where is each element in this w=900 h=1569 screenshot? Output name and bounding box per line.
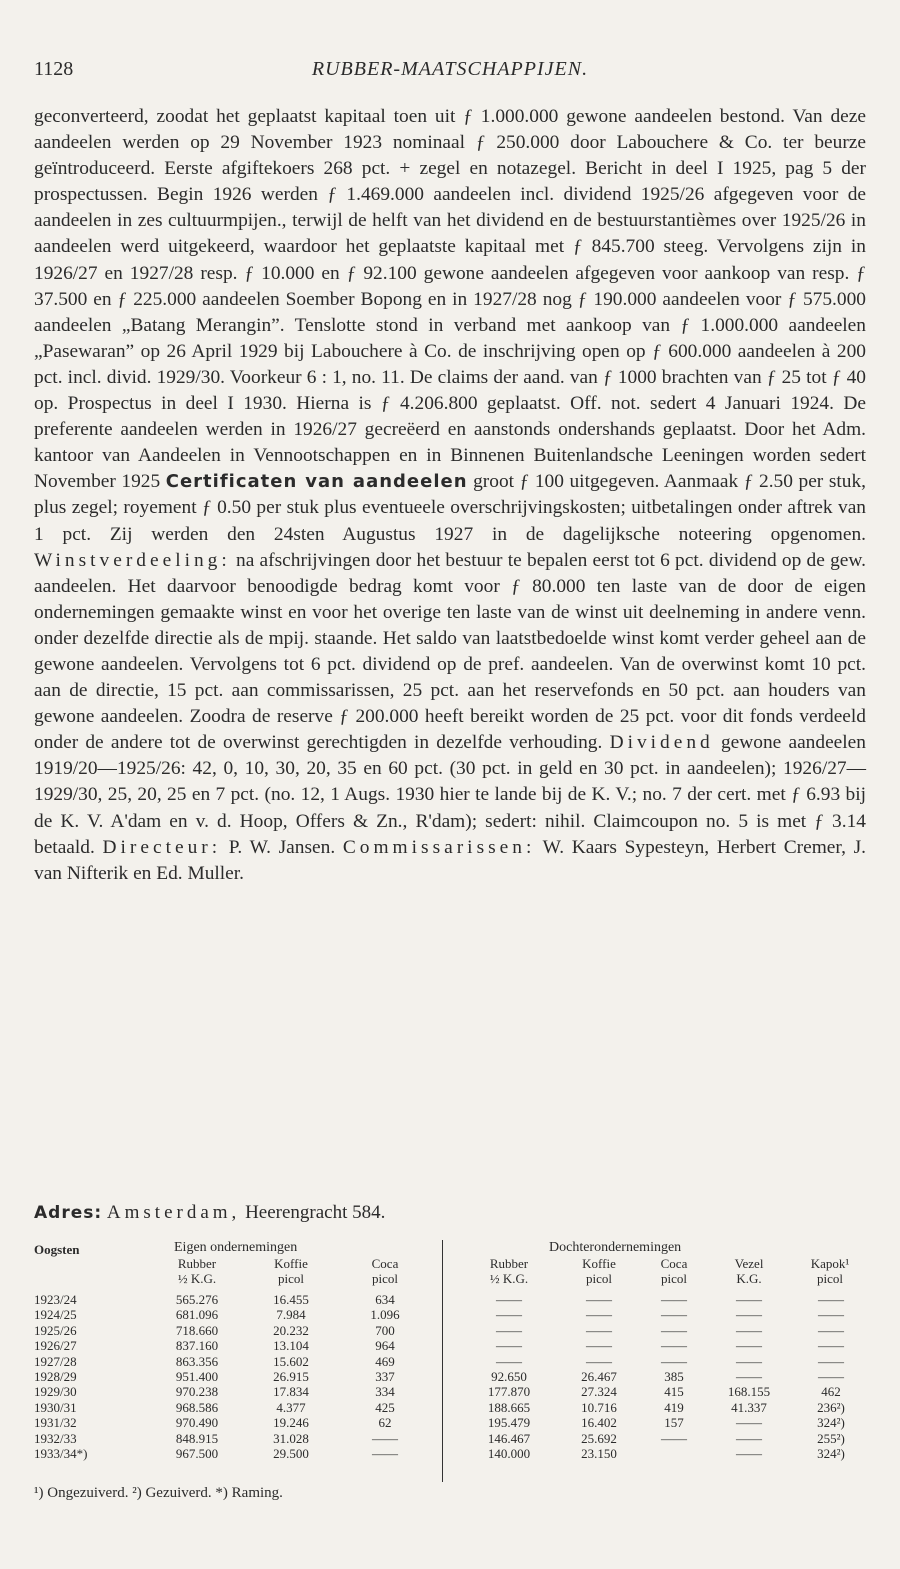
col-header: Coca (660, 1256, 688, 1271)
col-dochter-kapok (786, 1292, 876, 1461)
commissioners-label: Commissarissen: (342, 836, 536, 858)
table-cell: 31.028 (273, 1430, 309, 1446)
table-cell: 837.160 (175, 1338, 219, 1354)
table-cell: —— (736, 1307, 762, 1323)
table-cell: 4.377 (276, 1399, 306, 1415)
table-footnote: ¹) Ongezuiverd. ²) Gezuiverd. *) Raming. (34, 1485, 283, 1501)
table-cell: —— (818, 1292, 844, 1307)
table-cell: 7.984 (276, 1307, 306, 1323)
table-cell: —— (661, 1338, 687, 1354)
table-cell: —— (736, 1415, 762, 1431)
col-eigen-coca (340, 1292, 430, 1461)
table-cell: 718.660 (175, 1322, 219, 1338)
col-unit: ½ K.G. (177, 1271, 217, 1286)
table-cell: 385 (664, 1368, 684, 1384)
running-title: RUBBER-MAATSCHAPPIJEN. (311, 58, 589, 80)
col-dochter-rubber (464, 1292, 554, 1461)
table-cell: 700 (375, 1322, 395, 1338)
table-cell: 967.500 (175, 1445, 219, 1461)
table-cell: —— (736, 1430, 762, 1446)
col-years (34, 1292, 124, 1461)
table-cell: 29.500 (273, 1445, 309, 1461)
table-cell: —— (496, 1322, 522, 1338)
table-cell: 23.150 (581, 1445, 617, 1461)
table-cell: 681.096 (175, 1307, 219, 1323)
table-cell: —— (496, 1353, 522, 1369)
table-cell: 565.276 (175, 1292, 219, 1307)
col-header: Koffie (274, 1256, 308, 1271)
table-cell: —— (736, 1353, 762, 1369)
table-cell: 848.915 (175, 1430, 219, 1446)
table-header-eigen: Eigen ondernemingen (174, 1240, 298, 1255)
table-cell: 16.455 (273, 1292, 309, 1307)
table-cell: 1927/28 (34, 1353, 77, 1369)
body-text (34, 104, 866, 887)
table-cell: —— (496, 1338, 522, 1354)
table-divider (442, 1240, 443, 1482)
address-line (34, 1202, 385, 1224)
table-cell: 20.232 (273, 1322, 309, 1338)
table-cell: —— (586, 1338, 612, 1354)
table-cell: 92.650 (491, 1368, 527, 1384)
table-cell: 1931/32 (34, 1415, 77, 1431)
table-cell: 25.692 (581, 1430, 617, 1446)
table-cell: 1923/24 (34, 1292, 77, 1307)
table-cell: —— (586, 1322, 612, 1338)
table-cell: —— (586, 1292, 612, 1307)
table-cell: 334 (375, 1384, 395, 1400)
col-unit: picol (817, 1271, 843, 1286)
table-cell: —— (661, 1322, 687, 1338)
table-cell: 19.246 (273, 1415, 309, 1431)
table-cell: 1924/25 (34, 1307, 77, 1323)
col-header: Rubber (177, 1256, 217, 1271)
col-unit: ½ K.G. (489, 1271, 529, 1286)
table-cell: 1930/31 (34, 1399, 77, 1415)
table-cell: 970.490 (175, 1415, 219, 1431)
table-cell: 10.716 (581, 1399, 617, 1415)
dividend-label: Dividend (609, 732, 714, 754)
col-eigen-koffie (246, 1292, 336, 1461)
table-cell: 970.238 (175, 1384, 219, 1400)
table-cell: 425 (375, 1399, 395, 1415)
director-name: P. W. Jansen. (221, 836, 336, 858)
address-city: Amsterdam, (106, 1202, 241, 1223)
table-cell: 13.104 (273, 1338, 309, 1354)
table-cell: 1932/33 (34, 1430, 77, 1446)
table-cell: —— (661, 1292, 687, 1307)
col-header: Vezel (734, 1256, 764, 1271)
col-unit: picol (661, 1271, 687, 1286)
col-dochter-vezel (704, 1292, 794, 1461)
col-header: Rubber (489, 1256, 529, 1271)
table-cell: 469 (375, 1353, 395, 1369)
col-unit: K.G. (736, 1271, 762, 1286)
table-cell: —— (818, 1353, 844, 1369)
table-cell: 195.479 (487, 1415, 531, 1431)
table-cell: 177.870 (487, 1384, 531, 1400)
table-cell: —— (661, 1353, 687, 1369)
table-cell: —— (586, 1353, 612, 1369)
table-cell: 146.467 (487, 1430, 531, 1446)
table-cell: 16.402 (581, 1415, 617, 1431)
table-cell: —— (736, 1338, 762, 1354)
table-cell: —— (496, 1307, 522, 1323)
table-cell: 419 (664, 1399, 684, 1415)
col-header: Coca (371, 1256, 399, 1271)
table-cell: —— (818, 1307, 844, 1323)
col-unit: picol (372, 1271, 398, 1286)
table-cell: 324²) (817, 1445, 845, 1461)
table-cell: 964 (375, 1338, 395, 1354)
table-cell: —— (736, 1322, 762, 1338)
page-header (34, 58, 866, 86)
commissioners-names: W. Kaars Sypesteyn, Herbert Cremer, J. van Nifterik en Ed. Muller. (34, 836, 866, 884)
paragraph-capital-history: geconverteerd, zoodat het geplaatst kapitaal toen uit ƒ 1.000.000 gewone aandeelen bestond. Van deze aandeelen werden op 29 November 1923 nominaal ƒ 250.000 door Labouchere & Co. ter beurze geïntroduceerd. Eerste afgiftekoers 268 pct. + zegel en notazegel. Bericht in deel I 1925, pag 5 der prospectussen. Begin 1926 werden ƒ 1.469.000 aandeelen incl. dividend 1925/26 afgegeven voor de aandeelen in zes cultuurmpijen., terwijl de helft van het dividend en de bestuurstantièmes over 1925/26 in aandeelen werd uitgekeerd, waardoor het geplaatste kapitaal met ƒ 845.700 steeg. Vervolgens zijn in 1926/27 en 1927/28 resp. ƒ 10.000 en ƒ 92.100 gewone aandeelen afgegeven voor aankoop van resp. ƒ 37.500 en ƒ 225.000 aandeelen Soember Bopong en in 1927/28 nog ƒ 190.000 aandeelen voor ƒ 575.000 aandeelen „Batang Merangin”. Tenslotte stond in verband met aankoop van ƒ 1.000.000 aandeelen „Pasewaran” op 26 April 1929 bij Labouchere à Co. de inschrijving open op ƒ 600.000 aandeelen à 200 pct. incl. divid. 1929/30. Voorkeur 6 : 1, no. 11. De claims der aand. van ƒ 1000 brachten van ƒ 25 tot ƒ 40 op. Prospectus in deel I 1930. Hierna is ƒ 4.206.800 geplaatst. Off. not. sedert 4 Januari 1924. De preferente aandeelen werden in 1926/27 gecreëerd en aanstonds ondershands geplaatst. Door het Adm. kantoor van Aandeelen in Vennootschappen en in Binnenen Buitenlandsche Leeningen worden sedert November 1925 (34, 106, 866, 493)
paragraph-profit-distribution: na afschrijvingen door het bestuur te bepalen eerst tot 6 pct. dividend op de gew. aandeelen. Het daarvoor benoodigde bedrag komt voor ƒ 80.000 ten laste van de door de eigen ondernemingen gemaakte winst en voor het overige ten laste van de winst uit deelneming in andere venn. onder dezelfde directie als de mpij. staande. Het saldo van laatstbedoelde winst komt verder geheel aan de gewone aandeelen. Vervolgens tot 6 pct. dividend op de pref. aandeelen. Van de overwinst komt 10 pct. aan de directie, 15 pct. aan commissarissen, 25 pct. aan het reservefonds en 50 pct. aan houders van gewone aandeelen. Zoodra de reserve ƒ 200.000 heeft bereikt worden de 25 pct. voor dit fonds verdeeld onder de andere tot de overwinst gerechtigden in dezelfde verhouding. (34, 549, 866, 754)
col-header: Koffie (582, 1256, 616, 1271)
table-cell: —— (818, 1338, 844, 1354)
table-cell: —— (372, 1445, 398, 1461)
table-cell: 1.096 (370, 1307, 400, 1323)
table-cell: —— (661, 1430, 687, 1446)
table-cell: 255²) (817, 1430, 845, 1446)
table-cell: 41.337 (731, 1399, 767, 1415)
table-cell: —— (736, 1445, 762, 1461)
table-cell: 1926/27 (34, 1338, 77, 1354)
table-cell: —— (736, 1292, 762, 1307)
table-cell: 1925/26 (34, 1322, 77, 1338)
table-cell: 62 (378, 1415, 392, 1431)
table-cell: —— (586, 1307, 612, 1323)
table-cell: 27.324 (581, 1384, 617, 1400)
table-cell: 168.155 (727, 1384, 771, 1400)
table-cell: 462 (821, 1384, 841, 1400)
table-cell: 324²) (817, 1415, 845, 1431)
profit-distribution-label: Winstverdeeling: (34, 549, 231, 571)
table-cell: 17.834 (273, 1384, 309, 1400)
page-number: 1128 (34, 58, 74, 80)
col-unit: picol (586, 1271, 612, 1286)
table-cell: 968.586 (175, 1399, 219, 1415)
table-cell: 863.356 (175, 1353, 219, 1369)
table-cell: 951.400 (175, 1368, 219, 1384)
table-cell: 26.915 (273, 1368, 309, 1384)
table-header-oogsten: Oogsten (34, 1242, 80, 1257)
table-cell: 1929/30 (34, 1384, 77, 1400)
table-cell: 634 (375, 1292, 395, 1307)
table-cell: 1928/29 (34, 1368, 77, 1384)
table-cell: 337 (375, 1368, 395, 1384)
table-cell: —— (818, 1368, 844, 1384)
table-cell: 415 (664, 1384, 684, 1400)
table-cell: 26.467 (581, 1368, 617, 1384)
table-cell: 1933/34*) (34, 1445, 88, 1461)
table-cell: —— (661, 1307, 687, 1323)
certificates-label: Certificaten van aandeelen (165, 471, 468, 493)
col-eigen-rubber (152, 1292, 242, 1461)
table-cell: —— (496, 1292, 522, 1307)
table-cell: —— (818, 1322, 844, 1338)
table-cell: 140.000 (487, 1445, 531, 1461)
col-header: Kapok¹ (810, 1256, 850, 1271)
table-cell: 188.665 (487, 1399, 531, 1415)
table-header-dochter: Dochterondernemingen (549, 1240, 682, 1255)
table-cell: 15.602 (273, 1353, 309, 1369)
col-unit: picol (278, 1271, 304, 1286)
director-label: Directeur: (102, 836, 222, 858)
table-cell: —— (736, 1368, 762, 1384)
table-cell: —— (372, 1430, 398, 1446)
paragraph-dividend: gewone aandeelen 1919/20—1925/26: 42, 0, 10, 30, 20, 35 en 60 pct. (30 pct. in geld en 30 pct. in aandeelen); 1926/27—1929/30, 25, 20, 25 en 7 pct. (no. 12, 1 Augs. 1930 hier te lande bij de K. V.; no. 7 der cert. met ƒ 6.93 bij de K. V. A'dam en v. d. Hoop, Offers & Zn., R'dam); sedert: nihil. Claimcoupon no. 5 is met ƒ 3.14 betaald. (34, 732, 866, 858)
address-street: Heerengracht 584. (245, 1202, 386, 1223)
table-cell: 236²) (817, 1399, 845, 1415)
paragraph-certificates: groot ƒ 100 uitgegeven. Aanmaak ƒ 2.50 per stuk, plus zegel; royement ƒ 0.50 per stuk plus eventueele overschrijvingskosten; uitbetalingen onder aftrek van 1 pct. Zij werden den 24sten Augustus 1927 in de dagelijksche noteering opgenomen. (34, 471, 866, 545)
table-cell: 157 (664, 1415, 684, 1431)
address-label: Adres: (34, 1203, 103, 1223)
